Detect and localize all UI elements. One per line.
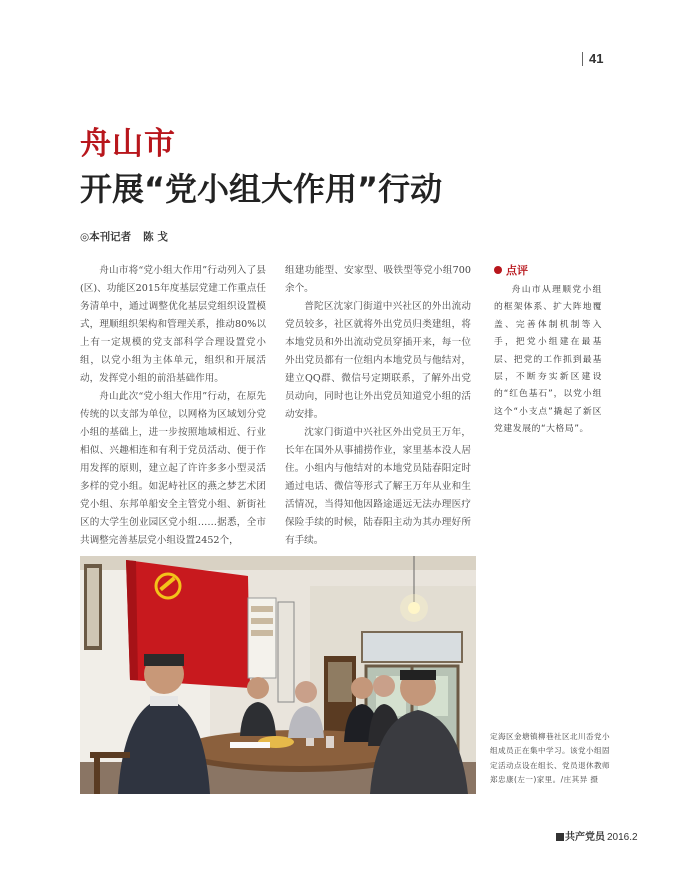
bullet-dot-icon: [494, 266, 502, 274]
page-number: 41: [582, 52, 603, 66]
comment-body: 舟山市从理顺党小组的框架体系、扩大阵地覆盖、完善体制机制等入手，把党小组建在最基层、把党的工作抓到最基层，不断夯实新区建设的“红色基石”，以党小组这个“小支点”撬起了新区党建发展的“大格局”。: [494, 285, 602, 435]
photo-caption: 定海区金塘镇柳巷社区北川岙党小组成员正在集中学习。该党小组固定活动点设在组长、党员退休教师郑忠康(左一)家里。/庄其异 摄: [490, 732, 610, 785]
article-city-heading: 舟山市: [80, 126, 176, 162]
paragraph: 沈家门街道中兴社区外出党员王万年，长年在国外从事捕捞作业，家里基本没人居住。小组内与他结对的本地党员陆春阳定时通过电话、微信等形式了解王万年从业和生活情况，当得知他因路途遥远无法办理医疗保险手续的时候，陆春阳主动为其办理好所有手续。: [285, 427, 471, 546]
meeting-photo-illustration: [80, 556, 476, 794]
byline-author: 陈 戈: [143, 231, 168, 243]
article-photo: [80, 556, 476, 794]
paragraph: 舟山市将“党小组大作用”行动列入了县(区)、功能区2015年度基层党建工作重点任务清单中，通过调整优化基层党组织设置模式，理顺组织架构和管理关系，推动80%以上有一定规模的党支部科学合理设置党小组，以党小组为主体单元，组织和开展活动，发挥党小组的前沿基础作用。: [80, 265, 266, 384]
page-footer: [556, 828, 638, 843]
comment-heading: 点评: [494, 262, 528, 278]
magazine-name: 共产党员: [565, 832, 605, 843]
article-title: 开展“党小组大作用”行动: [80, 170, 443, 208]
issue-number: 2016.2: [607, 832, 638, 843]
byline-label: ◎本刊记者: [80, 231, 132, 243]
article-column-2: [285, 262, 471, 550]
article-column-1: [80, 262, 266, 550]
paragraph: 舟山此次“党小组大作用”行动，在原先传统的以支部为单位，以网格为区域划分党小组的基础上，进一步按照地域相近、行业相似、兴趣相连和有利于党员活动、便于作用发挥的原则，建立起了许许多多小型灵活多样的党小组。如泥峙社区的燕之梦艺术团党小组、东邦单船安全主管党小组、新街社区的大学生创业园区党小组……据悉，全市共调整完善基层党小组设置2452个，: [80, 391, 266, 546]
paragraph: 组建功能型、安家型、吸铁型等党小组700余个。: [285, 265, 471, 294]
paragraph: 普陀区沈家门街道中兴社区的外出流动党员较多，社区就将外出党员归类建组，将本地党员和外出流动党员穿插开来，每一位外出党员都有一位组内本地党员与他结对，建立QQ群、微信号定期联系，了解外出党员动向，同时也让外出党员知道党小组的活动安排。: [285, 301, 471, 420]
byline: [80, 229, 168, 244]
magazine-logo-icon: [556, 833, 564, 841]
